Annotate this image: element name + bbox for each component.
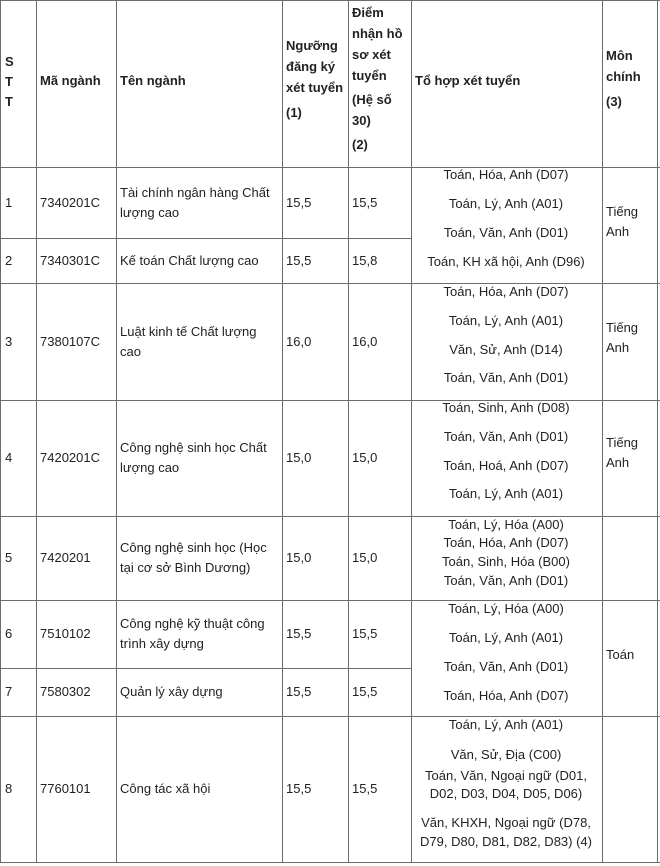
row-6-nguong: 15,5 [286, 626, 312, 641]
combo-line: Toán, Sinh, Anh (D08) [442, 400, 570, 415]
grid-line [0, 0, 1, 863]
header-diem [352, 2, 410, 155]
mon-chinh-group-2: Tiếng Anh [606, 320, 639, 355]
row-7-ten: Quản lý xây dựng [120, 684, 223, 699]
grid-line [602, 0, 603, 863]
row-5-ma: 7420201 [40, 550, 91, 565]
combo-line: Toán, Lý, Anh (A01) [448, 486, 564, 501]
combo-line: Toán, KH xã hội, Anh (D96) [427, 254, 585, 269]
row-7-nguong: 15,5 [286, 684, 312, 699]
row-2-diem: 15,8 [352, 252, 378, 268]
header-diem-label: Điểm nhận hồ sơ xét tuyển [352, 5, 403, 83]
combo-line: Toán, Lý, Anh (A01) [448, 313, 564, 328]
combo-line: Toán, Lý, Anh (A01) [448, 196, 564, 211]
row-3-stt: 3 [5, 333, 13, 349]
combo-line: Toán, Hóa, Anh (D07) [443, 284, 569, 299]
combo-line: Toán, Văn, Anh (D01) [443, 429, 569, 444]
row-2-ma: 7340301C [40, 252, 100, 268]
header-diem-he-so: (Hệ số 30) [352, 92, 392, 128]
grid-line [0, 862, 660, 863]
combo-line: Toán, Lý, Hóa (A00) [448, 517, 564, 532]
grid-line [348, 0, 349, 863]
grid-line [116, 0, 117, 863]
row-2-nguong: 15,5 [286, 252, 312, 268]
combo-line: Toán, Hóa, Anh (D07) [443, 535, 569, 550]
combo-line: Toán, Văn, Ngoại ngữ (D01, [425, 768, 587, 783]
row-4-ma: 7420201C [40, 450, 100, 465]
combo-line: Toán, Lý, Hóa (A00) [448, 601, 564, 616]
row-2-stt: 2 [5, 252, 13, 268]
row-3-diem: 16,0 [352, 333, 378, 349]
row-8-ma: 7760101 [40, 781, 91, 796]
row-6-ten: Công nghệ kỹ thuật công trình xây dựng [120, 616, 265, 651]
row-4-nguong: 15,0 [286, 450, 312, 465]
row-6-diem: 15,5 [352, 626, 378, 641]
header-diem-note: (2) [352, 137, 368, 152]
combo-line: Toán, Văn, Anh (D01) [443, 225, 569, 240]
grid-line [0, 0, 660, 1]
header-mon-chinh-note: (3) [606, 94, 622, 109]
row-3-ma: 7380107C [40, 333, 100, 349]
combo-line: Toán, Lý, Anh (A01) [448, 630, 564, 645]
header-mon-chinh [606, 45, 658, 112]
combo-line: Toán, Lý, Anh (A01) [448, 717, 564, 732]
row-1-nguong: 15,5 [286, 194, 312, 210]
row-4-ten: Công nghệ sinh học Chất lượng cao [120, 440, 267, 475]
row-4-diem: 15,0 [352, 450, 378, 465]
row-8-ten: Công tác xã hội [120, 781, 211, 796]
header-ten-nganh: Tên ngành [120, 73, 186, 88]
mon-chinh-group-5: Toán [606, 647, 635, 662]
header-ma-nganh: Mã ngành [40, 73, 101, 88]
grid-line [36, 0, 37, 863]
row-8-diem: 15,5 [352, 781, 378, 796]
grid-line [657, 0, 658, 863]
mon-chinh-group-1: Tiếng Anh [606, 204, 639, 239]
combo-line: D79, D80, D81, D82, D83) (4) [420, 834, 592, 849]
combo-line: Toán, Văn, Anh (D01) [443, 370, 569, 385]
row-4-stt: 4 [5, 450, 13, 465]
combo-line: Toán, Văn, Anh (D01) [443, 659, 569, 674]
row-3-ten: Luật kinh tế Chất lượng cao [120, 323, 257, 359]
header-stt: S T T [5, 54, 14, 109]
row-1-ma: 7340201C [40, 194, 100, 210]
header-nguong-label: Ngưỡng đăng ký xét tuyển [286, 38, 344, 95]
row-3-nguong: 16,0 [286, 333, 312, 349]
mon-chinh-group-3: Tiếng Anh [606, 435, 639, 470]
combo-line: D02, D03, D04, D05, D06) [429, 786, 583, 801]
row-1-stt: 1 [5, 194, 13, 210]
combo-line: Toán, Hóa, Anh (D07) [443, 688, 569, 703]
row-5-nguong: 15,0 [286, 550, 312, 565]
row-5-stt: 5 [5, 550, 13, 565]
header-nguong-note: (1) [286, 105, 302, 120]
row-6-ma: 7510102 [40, 626, 91, 641]
combo-line: Văn, Sử, Anh (D14) [449, 342, 563, 357]
row-2-ten: Kế toán Chất lượng cao [120, 252, 259, 268]
header-mon-chinh-label: Môn chính [606, 48, 641, 84]
row-1-diem: 15,5 [352, 194, 378, 210]
combo-line: Toán, Hoá, Anh (D07) [443, 458, 569, 473]
row-7-stt: 7 [5, 684, 13, 699]
row-7-diem: 15,5 [352, 684, 378, 699]
row-1-ten: Tài chính ngân hàng Chất lượng cao [120, 184, 270, 220]
row-6-stt: 6 [5, 626, 13, 641]
combo-line: Toán, Hóa, Anh (D07) [443, 167, 569, 182]
combo-line: Toán, Văn, Anh (D01) [443, 573, 569, 588]
row-5-diem: 15,0 [352, 550, 378, 565]
row-7-ma: 7580302 [40, 684, 91, 699]
row-8-stt: 8 [5, 781, 13, 796]
combo-line: Văn, KHXH, Ngoại ngữ (D78, [421, 815, 591, 830]
header-nguong [286, 35, 348, 123]
row-5-ten: Công nghệ sinh học (Học tại cơ sở Bình Dương) [120, 540, 267, 575]
combo-line: Toán, Sinh, Hóa (B00) [442, 554, 570, 569]
row-8-nguong: 15,5 [286, 781, 312, 796]
header-to-hop: Tổ hợp xét tuyển [415, 73, 521, 88]
combo-line: Văn, Sử, Địa (C00) [450, 747, 562, 762]
grid-line [282, 0, 283, 863]
